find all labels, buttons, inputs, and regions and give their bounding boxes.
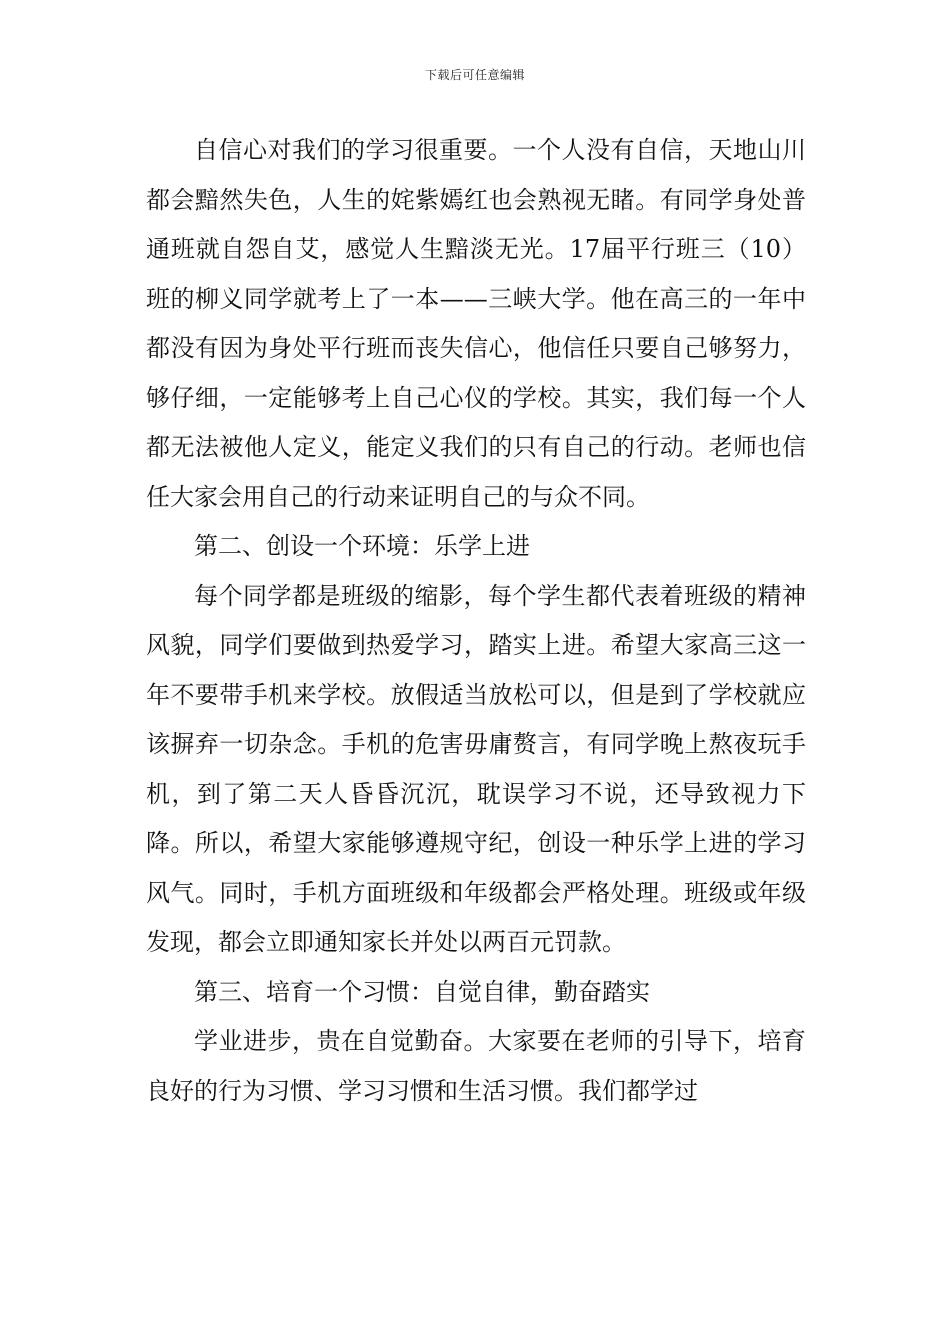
section-heading-environment: 第二、创设一个环境：乐学上进 [194, 532, 530, 560]
section-heading-habit: 第三、培育一个习惯：自觉自律，勤奋踏实 [194, 977, 650, 1006]
paragraph-confidence: 自信心对我们的学习很重要。一个人没有自信，天地山川都会黯然失色，人生的姹紫嫣红也会熟视无睹。有同学身处普通班就自怨自艾，感觉人生黯淡无光。17届平行班三（10）班的柳义同学就考上了一本——三峡大学。他在高三的一年中都没有因为身处平行班而丧失信心，他信任只要自己够努力，够仔细，一定能够考上自己心仪的学校。其实，我们每一个人都无法被他人定义，能定义我们的只有自己的行动。老师也信任大家会用自己的行动来证明自己的与众不同。 [146, 136, 806, 511]
paragraph-habit: 学业进步，贵在自觉勤奋。大家要在老师的引导下，培育良好的行为习惯、学习习惯和生活习惯。我们都学过 [146, 1027, 806, 1105]
page-header-note: 下载后可任意编辑 [424, 68, 525, 82]
paragraph-environment: 每个同学都是班级的缩影，每个学生都代表着班级的精神风貌，同学们要做到热爱学习，踏实上进。希望大家高三这一年不要带手机来学校。放假适当放松可以，但是到了学校就应该摒弃一切杂念。手机的危害毋庸赘言，有同学晚上熬夜玩手机，到了第二天人昏昏沉沉，耽误学习不说，还导致视力下降。所以，希望大家能够遵规守纪，创设一种乐学上进的学习风气。同时，手机方面班级和年级都会严格处理。班级或年级发现，都会立即通知家长并处以两百元罚款。 [146, 581, 806, 956]
document-body [146, 126, 806, 1116]
